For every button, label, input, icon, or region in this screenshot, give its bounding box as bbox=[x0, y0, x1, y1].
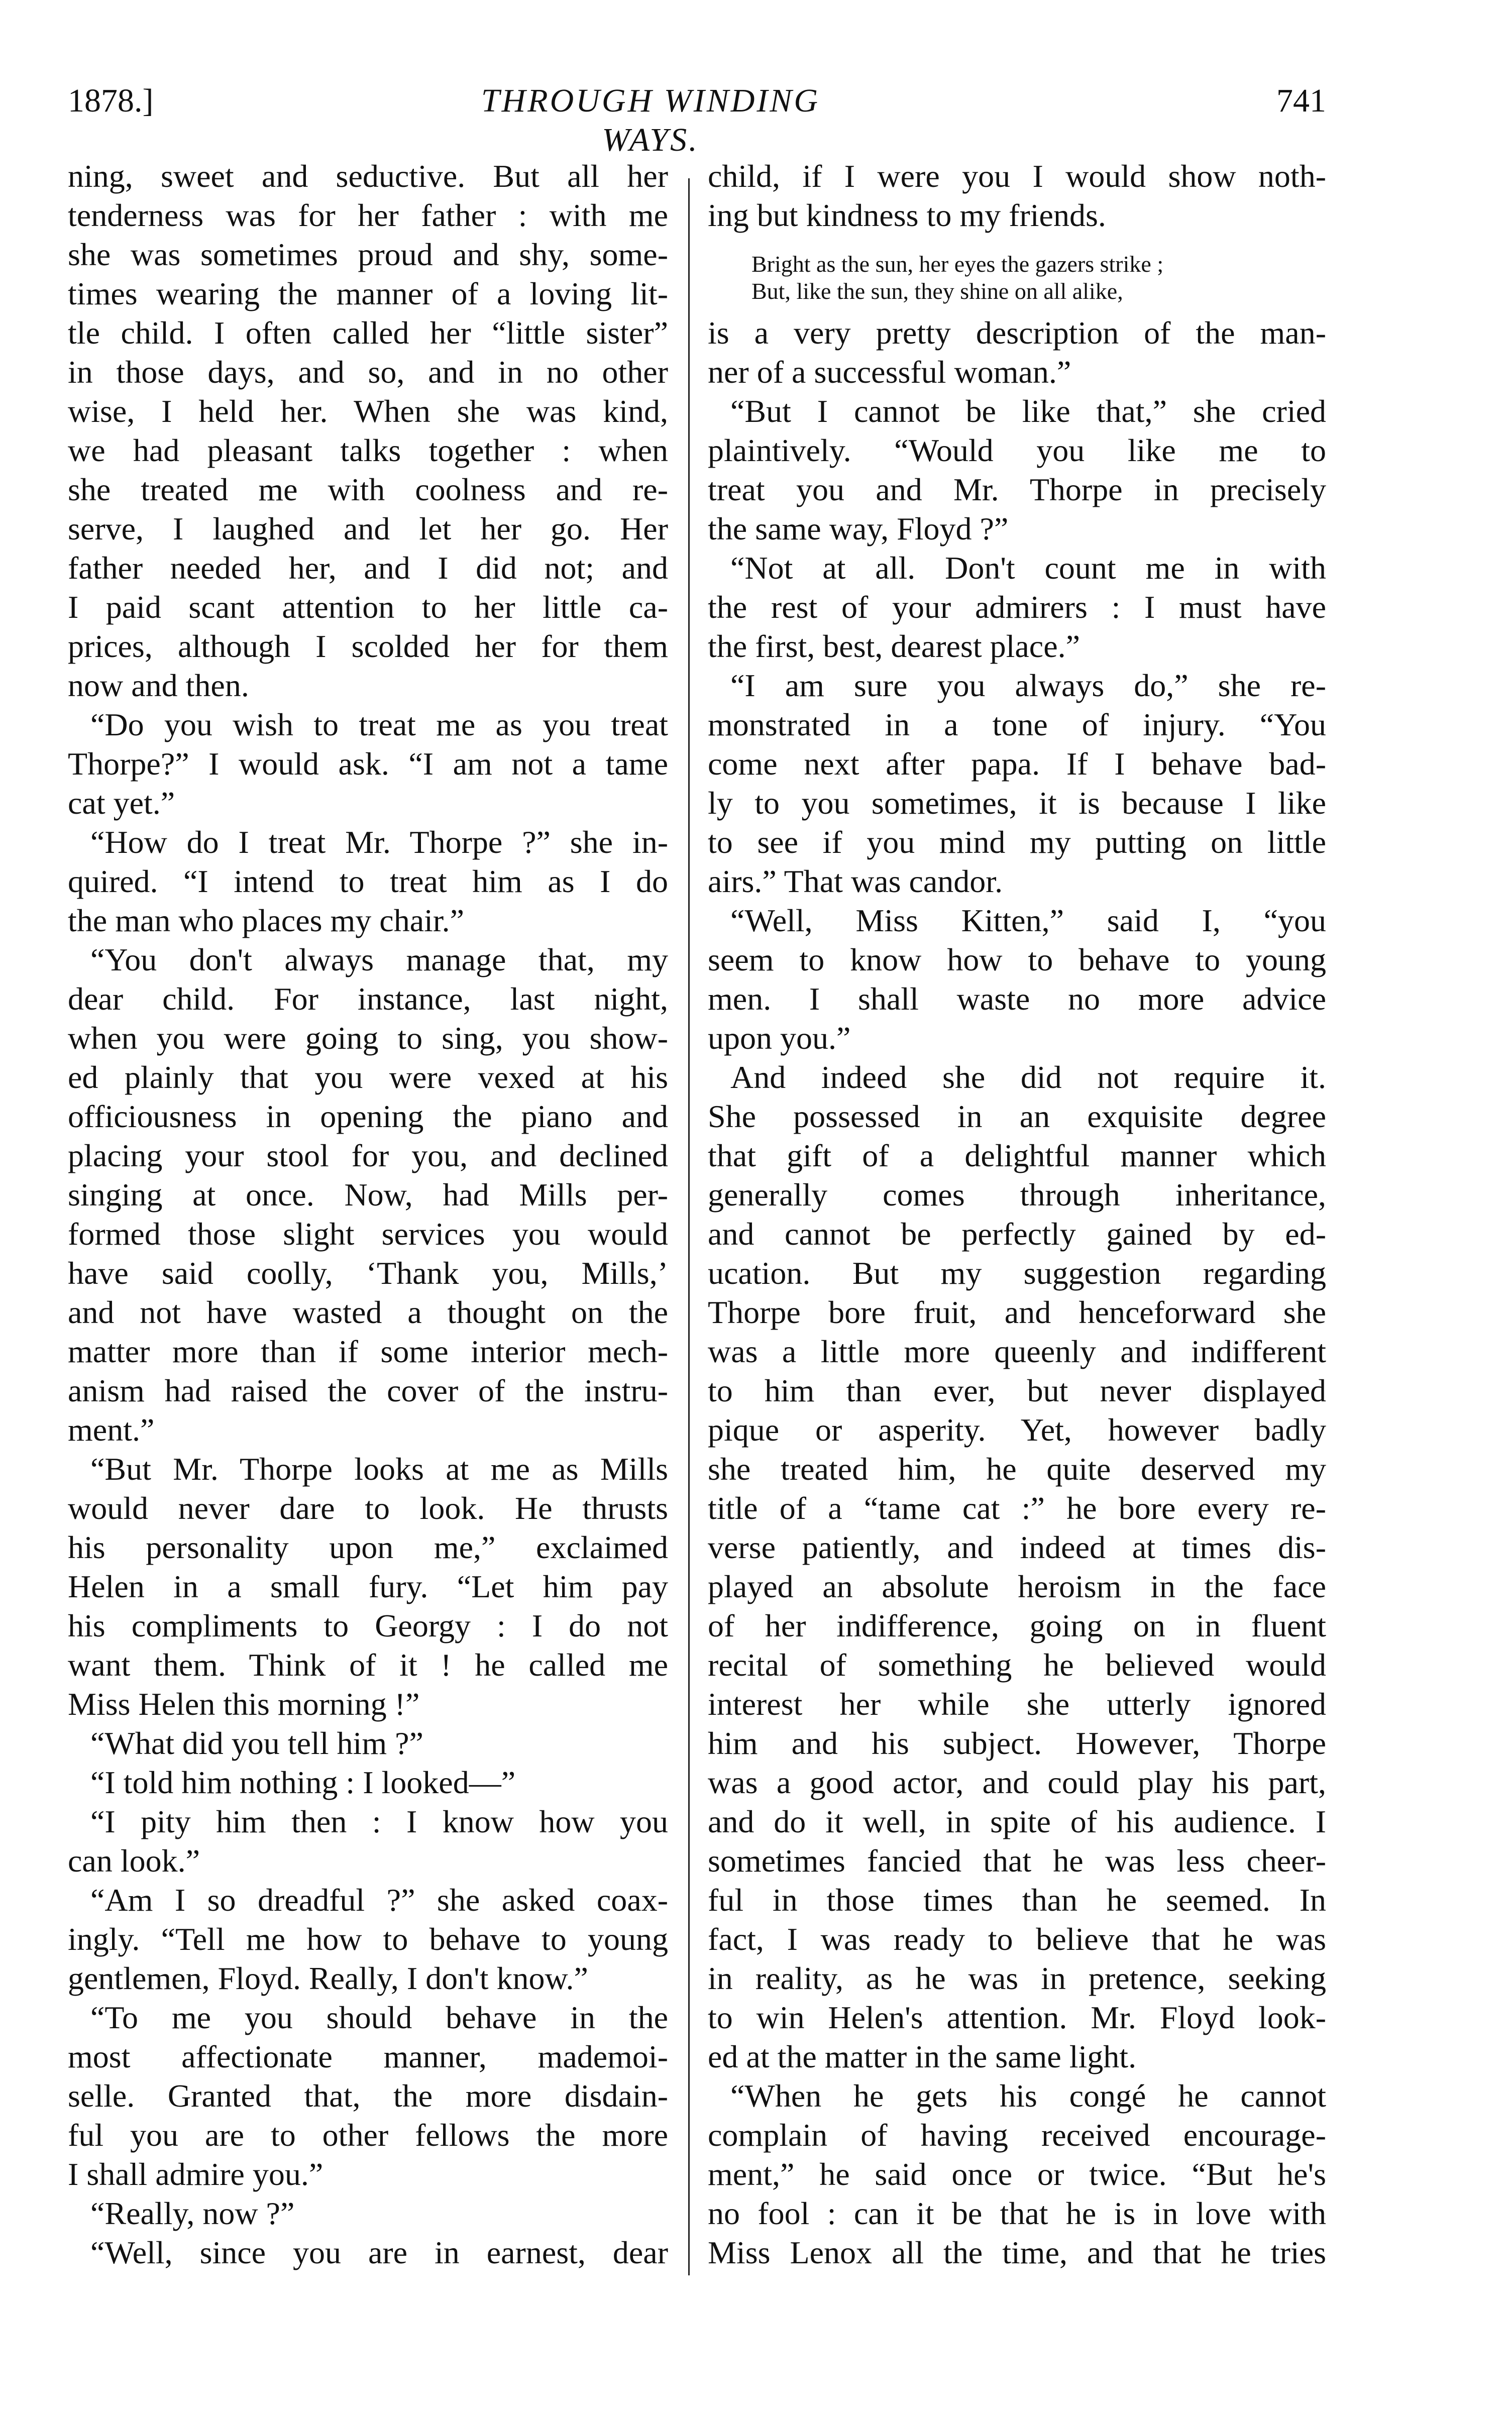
text-line: of her indifference, going on in fluent bbox=[708, 1608, 1326, 1643]
text-line: seem to know how to behave to young bbox=[708, 942, 1326, 977]
text-line: “Am I so dreadful ?” she asked coax- bbox=[90, 1882, 668, 1918]
text-line: generally comes through inheritance, bbox=[708, 1177, 1326, 1213]
text-line: in those days, and so, and in no other bbox=[68, 354, 668, 390]
text-line: times wearing the manner of a loving lit- bbox=[68, 276, 668, 311]
text-line: the first, best, dearest place.” bbox=[708, 628, 1080, 664]
text-line: and cannot be perfectly gained by ed- bbox=[708, 1216, 1326, 1252]
text-line: recital of something he believed would bbox=[708, 1647, 1326, 1683]
text-line: men. I shall waste no more advice bbox=[708, 981, 1326, 1017]
text-line: cat yet.” bbox=[68, 785, 175, 821]
text-line: his personality upon me,” exclaimed bbox=[68, 1529, 668, 1565]
text-line: would never dare to look. He thrusts bbox=[68, 1490, 668, 1526]
text-line: formed those slight services you would bbox=[68, 1216, 668, 1252]
paragraph bbox=[708, 666, 1326, 901]
text-line: ed at the matter in the same light. bbox=[708, 2039, 1137, 2074]
text-line: officiousness in opening the piano and bbox=[68, 1099, 668, 1134]
page-number: 741 bbox=[1276, 82, 1326, 119]
paragraph bbox=[708, 2076, 1326, 2272]
paragraph bbox=[68, 2233, 668, 2272]
text-line: prices, although I scolded her for them bbox=[68, 628, 668, 664]
text-line: “How do I treat Mr. Thorpe ?” she in- bbox=[90, 824, 668, 860]
text-line: she was sometimes proud and shy, some- bbox=[68, 237, 668, 272]
text-line: “To me you should behave in the bbox=[90, 2000, 668, 2035]
text-line: ful in those times than he seemed. In bbox=[708, 1882, 1326, 1918]
paragraph bbox=[708, 1058, 1326, 2076]
running-header-title: THROUGH WINDING WAYS. bbox=[481, 82, 820, 158]
text-line: the same way, Floyd ?” bbox=[708, 511, 1009, 546]
text-line: selle. Granted that, the more disdain- bbox=[68, 2078, 668, 2114]
text-line: I shall admire you.” bbox=[68, 2156, 323, 2192]
text-line: complain of having received encourage- bbox=[708, 2117, 1326, 2153]
text-line: verse patiently, and indeed at times dis- bbox=[708, 1529, 1326, 1565]
paragraph bbox=[68, 1450, 668, 1724]
text-line: Thorpe bore fruit, and henceforward she bbox=[708, 1294, 1326, 1330]
text-line: plaintively. “Would you like me to bbox=[708, 432, 1326, 468]
text-line: gentlemen, Floyd. Really, I don't know.” bbox=[68, 1960, 588, 1996]
text-line: treat you and Mr. Thorpe in precisely bbox=[708, 472, 1326, 507]
text-line: wise, I held her. When she was kind, bbox=[68, 393, 668, 429]
text-line: tle child. I often called her “little sister” bbox=[68, 315, 668, 351]
text-line: airs.” That was candor. bbox=[708, 863, 1003, 899]
verse-quotation bbox=[751, 251, 1326, 305]
text-line: “But I cannot be like that,” she cried bbox=[730, 393, 1326, 429]
text-line: is a very pretty description of the man- bbox=[708, 315, 1326, 351]
text-line: was a good actor, and could play his part, bbox=[708, 1765, 1326, 1800]
text-line: Thorpe?” I would ask. “I am not a tame bbox=[68, 746, 668, 782]
text-line: And indeed she did not require it. bbox=[730, 1059, 1326, 1095]
text-line: the rest of your admirers : I must have bbox=[708, 589, 1326, 625]
running-header-year: 1878.] bbox=[68, 82, 154, 119]
text-line: “I pity him then : I know how you bbox=[90, 1804, 668, 1839]
text-line: in reality, as he was in pretence, seeking bbox=[708, 1960, 1326, 1996]
text-line: tenderness was for her father : with me bbox=[68, 197, 668, 233]
text-line: was a little more queenly and indifferent bbox=[708, 1334, 1326, 1369]
text-line: title of a “tame cat :” he bore every re- bbox=[708, 1490, 1326, 1526]
text-line: ner of a successful woman.” bbox=[708, 354, 1071, 390]
text-line: and not have wasted a thought on the bbox=[68, 1294, 668, 1330]
text-line: and do it well, in spite of his audience. I bbox=[708, 1804, 1326, 1839]
text-line: Miss Lenox all the time, and that he tries bbox=[708, 2235, 1326, 2270]
paragraph bbox=[68, 705, 668, 823]
text-line: ful you are to other fellows the more bbox=[68, 2117, 668, 2153]
paragraph bbox=[708, 313, 1326, 392]
text-line: sometimes fancied that he was less cheer- bbox=[708, 1843, 1326, 1879]
text-line: father needed her, and I did not; and bbox=[68, 550, 668, 586]
text-line: I paid scant attention to her little ca- bbox=[68, 589, 668, 625]
text-line: the man who places my chair.” bbox=[68, 903, 465, 938]
paragraph bbox=[708, 157, 1326, 235]
text-line: when you were going to sing, you show- bbox=[68, 1020, 668, 1056]
text-line: ucation. But my suggestion regarding bbox=[708, 1255, 1326, 1291]
paragraph bbox=[68, 1802, 668, 1881]
text-line: to win Helen's attention. Mr. Floyd look- bbox=[708, 2000, 1326, 2035]
text-line: ly to you sometimes, it is because I like bbox=[708, 785, 1326, 821]
text-line: “I told him nothing : I looked—” bbox=[90, 1765, 516, 1800]
text-line: ning, sweet and seductive. But all her bbox=[68, 158, 668, 194]
text-line: “What did you tell him ?” bbox=[90, 1725, 423, 1761]
text-line: “Not at all. Don't count me in with bbox=[730, 550, 1326, 586]
verse-line: Bright as the sun, her eyes the gazers strike ; bbox=[751, 251, 1164, 277]
paragraph bbox=[68, 157, 668, 705]
text-line: “I am sure you always do,” she re- bbox=[730, 668, 1326, 703]
text-line: “Well, since you are in earnest, dear bbox=[90, 2235, 668, 2270]
text-line: pique or asperity. Yet, however badly bbox=[708, 1412, 1326, 1448]
paragraph bbox=[68, 1998, 668, 2194]
text-line: child, if I were you I would show noth- bbox=[708, 158, 1326, 194]
paragraph bbox=[68, 1881, 668, 1998]
paragraph bbox=[68, 1763, 668, 1802]
text-column-right bbox=[708, 157, 1326, 2272]
text-line: that gift of a delightful manner which bbox=[708, 1138, 1326, 1173]
text-line: singing at once. Now, had Mills per- bbox=[68, 1177, 668, 1213]
paragraph bbox=[68, 1724, 668, 1763]
text-line: she treated him, he quite deserved my bbox=[708, 1451, 1326, 1487]
paragraph bbox=[708, 901, 1326, 1058]
paragraph bbox=[708, 548, 1326, 666]
text-line: ed plainly that you were vexed at his bbox=[68, 1059, 668, 1095]
text-column-left bbox=[68, 157, 668, 2272]
text-line: “Do you wish to treat me as you treat bbox=[90, 707, 668, 742]
text-line: now and then. bbox=[68, 668, 249, 703]
text-line: quired. “I intend to treat him as I do bbox=[68, 863, 668, 899]
text-line: have said coolly, ‘Thank you, Mills,’ bbox=[68, 1255, 668, 1291]
text-line: fact, I was ready to believe that he was bbox=[708, 1921, 1326, 1957]
verse-line: But, like the sun, they shine on all alike, bbox=[751, 278, 1123, 304]
text-line: played an absolute heroism in the face bbox=[708, 1569, 1326, 1604]
text-line: come next after papa. If I behave bad- bbox=[708, 746, 1326, 782]
text-line: interest her while she utterly ignored bbox=[708, 1686, 1326, 1722]
column-divider bbox=[688, 178, 690, 2275]
text-line: upon you.” bbox=[708, 1020, 851, 1056]
text-line: most affectionate manner, mademoi- bbox=[68, 2039, 668, 2074]
text-line: “When he gets his congé he cannot bbox=[730, 2078, 1326, 2114]
text-line: Miss Helen this morning !” bbox=[68, 1686, 420, 1722]
text-line: “Well, Miss Kitten,” said I, “you bbox=[730, 903, 1326, 938]
text-line: “Really, now ?” bbox=[90, 2196, 295, 2231]
text-line: monstrated in a tone of injury. “You bbox=[708, 707, 1326, 742]
paragraph bbox=[68, 2194, 668, 2233]
paragraph bbox=[68, 940, 668, 1450]
text-line: his compliments to Georgy : I do not bbox=[68, 1608, 668, 1643]
text-line: She possessed in an exquisite degree bbox=[708, 1099, 1326, 1134]
text-line: we had pleasant talks together : when bbox=[68, 432, 668, 468]
text-line: ing but kindness to my friends. bbox=[708, 197, 1106, 233]
text-line: placing your stool for you, and declined bbox=[68, 1138, 668, 1173]
text-line: no fool : can it be that he is in love with bbox=[708, 2196, 1326, 2231]
text-line: ment,” he said once or twice. “But he's bbox=[708, 2156, 1326, 2192]
text-line: ingly. “Tell me how to behave to young bbox=[68, 1921, 668, 1957]
text-line: to him than ever, but never displayed bbox=[708, 1373, 1326, 1408]
text-line: to see if you mind my putting on little bbox=[708, 824, 1326, 860]
text-line: dear child. For instance, last night, bbox=[68, 981, 668, 1017]
text-line: “You don't always manage that, my bbox=[90, 942, 668, 977]
text-line: want them. Think of it ! he called me bbox=[68, 1647, 668, 1683]
text-line: Helen in a small fury. “Let him pay bbox=[68, 1569, 668, 1604]
text-line: she treated me with coolness and re- bbox=[68, 472, 668, 507]
text-line: ment.” bbox=[68, 1412, 155, 1448]
paragraph bbox=[68, 823, 668, 940]
paragraph bbox=[708, 392, 1326, 548]
text-line: “But Mr. Thorpe looks at me as Mills bbox=[90, 1451, 668, 1487]
text-line: anism had raised the cover of the instru- bbox=[68, 1373, 668, 1408]
text-line: him and his subject. However, Thorpe bbox=[708, 1725, 1326, 1761]
text-line: serve, I laughed and let her go. Her bbox=[68, 511, 668, 546]
text-line: can look.” bbox=[68, 1843, 200, 1879]
text-line: matter more than if some interior mech- bbox=[68, 1334, 668, 1369]
